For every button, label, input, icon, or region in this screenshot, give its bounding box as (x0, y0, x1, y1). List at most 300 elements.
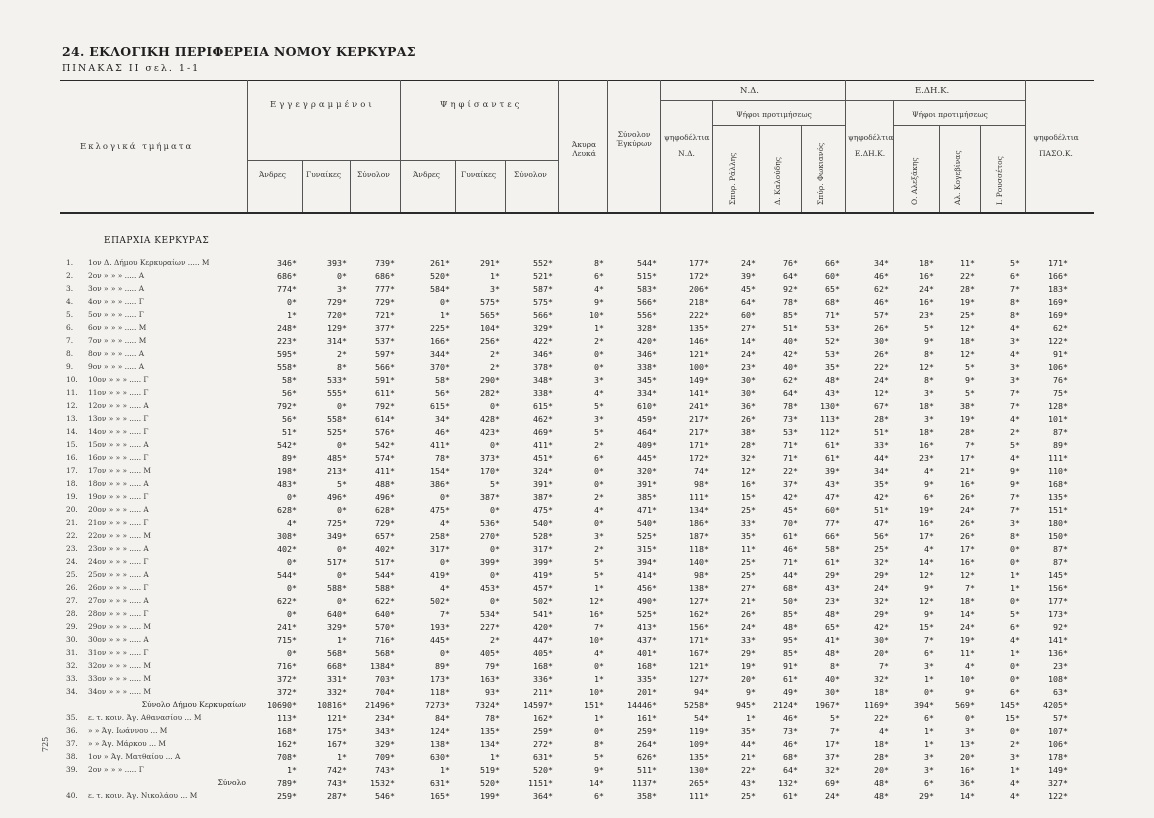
cell-value: 1532* (370, 778, 395, 788)
cell-value: 0* (337, 570, 347, 580)
cell-value: 12* (589, 596, 604, 606)
cell-value: 349* (327, 531, 347, 541)
cell-value: 622* (375, 596, 395, 606)
cell-value: 4* (924, 544, 934, 554)
cell-value: 41* (825, 635, 840, 645)
cell-value: 62* (1053, 323, 1068, 333)
cell-value: 611* (375, 388, 395, 398)
cell-value: 2* (490, 362, 500, 372)
cell-value: 168* (533, 661, 553, 671)
row-label: 23ον » » » ..... Α (88, 544, 149, 553)
cell-value: 5* (594, 557, 604, 567)
cell-value: 0* (337, 440, 347, 450)
table-row (0, 661, 1154, 674)
cell-value: 23* (919, 310, 934, 320)
cell-value: 716* (277, 661, 297, 671)
header-divider (350, 160, 351, 212)
row-label: 2ον » » » ..... Γ (88, 765, 144, 774)
cell-value: 315* (637, 544, 657, 554)
cell-value: 54* (694, 713, 709, 723)
row-label: 6ον » » » ..... Μ (88, 323, 147, 332)
cell-value: 141* (1048, 635, 1068, 645)
row-number: 38. (66, 752, 78, 761)
cell-value: 89* (435, 661, 450, 671)
row-number: 7. (66, 336, 74, 345)
cell-value: 258* (430, 531, 450, 541)
cell-value: 92* (783, 284, 798, 294)
cell-value: 4* (594, 648, 604, 658)
header-cand-edik-2: Αλ. Κογεβίνας (953, 150, 962, 205)
cell-value: 30* (741, 388, 756, 398)
cell-value: 9* (924, 479, 934, 489)
cell-value: 26* (874, 349, 889, 359)
cell-value: 471* (637, 505, 657, 515)
cell-value: 0* (594, 479, 604, 489)
cell-value: 40* (783, 336, 798, 346)
cell-value: 24* (874, 583, 889, 593)
cell-value: 22* (874, 713, 889, 723)
cell-value: 10* (589, 687, 604, 697)
cell-value: 792* (375, 401, 395, 411)
table-row (0, 791, 1154, 804)
cell-value: 18* (960, 596, 975, 606)
cell-value: 101* (1048, 414, 1068, 424)
cell-value: 27* (741, 323, 756, 333)
cell-value: 14* (741, 336, 756, 346)
cell-value: 8* (830, 661, 840, 671)
cell-value: 405* (480, 648, 500, 658)
cell-value: 742* (327, 765, 347, 775)
cell-value: 401* (637, 648, 657, 658)
cell-value: 743* (327, 778, 347, 788)
cell-value: 167* (327, 739, 347, 749)
cell-value: 24* (960, 505, 975, 515)
row-label: 24ον » » » ..... Γ (88, 557, 149, 566)
cell-value: 413* (637, 622, 657, 632)
cell-value: 85* (783, 609, 798, 619)
cell-value: 4* (287, 518, 297, 528)
cell-value: 3* (1010, 336, 1020, 346)
cell-value: 89* (282, 453, 297, 463)
row-number: 12. (66, 401, 78, 410)
cell-value: 119* (689, 726, 709, 736)
cell-value: 135* (480, 726, 500, 736)
cell-value: 1* (440, 765, 450, 775)
cell-value: 33* (741, 635, 756, 645)
cell-value: 555* (327, 388, 347, 398)
header-nd: Ν.Δ. (740, 86, 759, 96)
row-label: 15ον » » » ..... Α (88, 440, 149, 449)
cell-value: 631* (430, 778, 450, 788)
cell-value: 12* (960, 323, 975, 333)
cell-value: 490* (637, 596, 657, 606)
cell-value: 343* (375, 726, 395, 736)
cell-value: 65* (825, 622, 840, 632)
row-label: 12ον » » » ..... Α (88, 401, 149, 410)
cell-value: 7* (924, 635, 934, 645)
cell-value: 1* (924, 739, 934, 749)
cell-value: 68* (825, 297, 840, 307)
cell-value: 199* (480, 791, 500, 801)
cell-value: 3* (924, 752, 934, 762)
row-number: 11. (66, 388, 78, 397)
table-row (0, 349, 1154, 362)
cell-value: 121* (689, 349, 709, 359)
cell-value: 25* (741, 557, 756, 567)
header-divider (505, 160, 506, 212)
cell-value: 16* (960, 479, 975, 489)
cell-value: 92* (1053, 622, 1068, 632)
cell-value: 517* (375, 557, 395, 567)
cell-value: 485* (327, 453, 347, 463)
cell-value: 94* (694, 687, 709, 697)
cell-value: 591* (375, 375, 395, 385)
cell-value: 703* (375, 674, 395, 684)
cell-value: 5* (594, 427, 604, 437)
cell-value: 437* (637, 635, 657, 645)
cell-value: 331* (327, 674, 347, 684)
cell-value: 46* (874, 297, 889, 307)
header-valid: Σύνολον Έγκύρων (616, 130, 652, 148)
row-label: 31ον » » » ..... Γ (88, 648, 149, 657)
cell-value: 19* (960, 297, 975, 307)
cell-value: 568* (327, 648, 347, 658)
cell-value: 178* (1048, 752, 1068, 762)
cell-value: 76* (1053, 375, 1068, 385)
cell-value: 4* (879, 726, 889, 736)
cell-value: 3* (924, 765, 934, 775)
cell-value: 46* (783, 739, 798, 749)
cell-value: 17* (960, 453, 975, 463)
row-label: 34ον » » » ..... Μ (88, 687, 151, 696)
cell-value: 167* (689, 648, 709, 658)
cell-value: 225* (430, 323, 450, 333)
row-number: 23. (66, 544, 78, 553)
cell-value: 166* (1048, 271, 1068, 281)
cell-value: 87* (1053, 544, 1068, 554)
cell-value: 61* (783, 531, 798, 541)
cell-value: 628* (277, 505, 297, 515)
cell-value: 166* (430, 336, 450, 346)
cell-value: 151* (1048, 505, 1068, 515)
cell-value: 716* (375, 635, 395, 645)
cell-value: 0* (490, 596, 500, 606)
cell-value: 248* (277, 323, 297, 333)
cell-value: 127* (689, 596, 709, 606)
cell-value: 45* (741, 284, 756, 294)
header-edik: Ε.ΔΗ.Κ. (915, 86, 950, 96)
cell-value: 8* (1010, 297, 1020, 307)
cell-value: 60* (825, 505, 840, 515)
cell-value: 44* (874, 453, 889, 463)
header-vot-men: Άνδρες (413, 170, 440, 179)
cell-value: 22* (960, 271, 975, 281)
cell-value: 151* (584, 700, 604, 710)
cell-value: 533* (327, 375, 347, 385)
cell-value: 168* (1048, 479, 1068, 489)
cell-value: 87* (1053, 427, 1068, 437)
row-label: 17ον » » » ..... Μ (88, 466, 151, 475)
cell-value: 422* (533, 336, 553, 346)
row-label: 19ον » » » ..... Γ (88, 492, 149, 501)
table-row (0, 674, 1154, 687)
cell-value: 68* (783, 752, 798, 762)
cell-value: 29* (874, 609, 889, 619)
cell-value: 2124* (773, 700, 798, 710)
header-cand-edik-3: Ι. Ρουσσέτος (995, 156, 1004, 205)
table-row (0, 687, 1154, 700)
cell-value: 419* (430, 570, 450, 580)
cell-value: 213* (327, 466, 347, 476)
cell-value: 373* (480, 453, 500, 463)
cell-value: 1967* (815, 700, 840, 710)
cell-value: 521* (533, 271, 553, 281)
cell-value: 5* (965, 362, 975, 372)
cell-value: 48* (825, 375, 840, 385)
cell-value: 145* (1000, 700, 1020, 710)
cell-value: 329* (327, 622, 347, 632)
cell-value: 387* (533, 492, 553, 502)
cell-value: 16* (960, 557, 975, 567)
cell-value: 35* (825, 362, 840, 372)
header-vot-women: Γυναίκες (461, 170, 497, 179)
cell-value: 168* (637, 661, 657, 671)
cell-value: 4* (1010, 778, 1020, 788)
cell-value: 58* (282, 375, 297, 385)
cell-value: 28* (960, 284, 975, 294)
cell-value: 329* (533, 323, 553, 333)
cell-value: 118* (689, 544, 709, 554)
cell-value: 30* (874, 635, 889, 645)
cell-value: 20* (874, 648, 889, 658)
cell-value: 6* (594, 453, 604, 463)
row-number: 20. (66, 505, 78, 514)
header-cand-edik-1: Ο. Αλεξάκης (910, 157, 919, 205)
cell-value: 91* (783, 661, 798, 671)
table-row (0, 713, 1154, 726)
cell-value: 327* (1048, 778, 1068, 788)
cell-value: 15* (741, 492, 756, 502)
cell-value: 51* (874, 427, 889, 437)
cell-value: 4* (594, 388, 604, 398)
cell-value: 95* (783, 635, 798, 645)
row-number: 21. (66, 518, 78, 527)
row-label: 27ον » » » ..... Α (88, 596, 149, 605)
cell-value: 7* (440, 609, 450, 619)
cell-value: 399* (480, 557, 500, 567)
cell-value: 686* (375, 271, 395, 281)
row-label: ε. τ. κοιν. Άγ. Νικολάου ... Μ (88, 791, 198, 800)
cell-value: 0* (965, 713, 975, 723)
cell-value: 16* (919, 297, 934, 307)
cell-value: 173* (430, 674, 450, 684)
cell-value: 385* (637, 492, 657, 502)
cell-value: 89* (1053, 440, 1068, 450)
cell-value: 423* (480, 427, 500, 437)
table-row (0, 765, 1154, 778)
cell-value: 25* (960, 310, 975, 320)
cell-value: 43* (741, 778, 756, 788)
table-row (0, 258, 1154, 271)
cell-value: 112* (820, 427, 840, 437)
cell-value: 38* (960, 401, 975, 411)
row-label: 8ον » » » ..... Α (88, 349, 145, 358)
cell-value: 7* (965, 440, 975, 450)
cell-value: 1* (924, 674, 934, 684)
cell-value: 4* (1010, 635, 1020, 645)
row-label: 1ον » Άγ. Ματθαίου ... Α (88, 752, 181, 761)
cell-value: 4205* (1043, 700, 1068, 710)
cell-value: 24* (741, 258, 756, 268)
row-number: 30. (66, 635, 78, 644)
cell-value: 30* (741, 375, 756, 385)
cell-value: 1* (746, 713, 756, 723)
cell-value: 85* (783, 310, 798, 320)
cell-value: 615* (430, 401, 450, 411)
row-number: 26. (66, 583, 78, 592)
cell-value: 149* (689, 375, 709, 385)
cell-value: 721* (375, 310, 395, 320)
cell-value: 739* (375, 258, 395, 268)
cell-value: 12* (919, 596, 934, 606)
cell-value: 19* (960, 635, 975, 645)
cell-value: 183* (1048, 284, 1068, 294)
row-label: 20ον » » » ..... Α (88, 505, 149, 514)
table-row (0, 466, 1154, 479)
cell-value: 122* (1048, 791, 1068, 801)
cell-value: 38* (741, 427, 756, 437)
cell-value: 135* (689, 323, 709, 333)
cell-value: 42* (783, 492, 798, 502)
cell-value: 399* (533, 557, 553, 567)
row-label: 3ον » » » ..... Α (88, 284, 145, 293)
cell-value: 135* (1048, 492, 1068, 502)
cell-value: 4* (1010, 453, 1020, 463)
cell-value: 206* (689, 284, 709, 294)
cell-value: 525* (637, 531, 657, 541)
cell-value: 9* (924, 336, 934, 346)
cell-value: 43* (825, 583, 840, 593)
table-row (0, 596, 1154, 609)
cell-value: 270* (480, 531, 500, 541)
cell-value: 320* (637, 466, 657, 476)
cell-value: 0* (1010, 661, 1020, 671)
cell-value: 32* (741, 453, 756, 463)
table-row (0, 427, 1154, 440)
cell-value: 537* (375, 336, 395, 346)
cell-value: 264* (637, 739, 657, 749)
cell-value: 57* (1053, 713, 1068, 723)
cell-value: 445* (430, 635, 450, 645)
cell-value: 3* (337, 284, 347, 294)
cell-value: 66* (825, 531, 840, 541)
cell-value: 34* (435, 414, 450, 424)
cell-value: 16* (919, 440, 934, 450)
cell-value: 10* (589, 635, 604, 645)
cell-value: 45* (783, 505, 798, 515)
cell-value: 544* (277, 570, 297, 580)
cell-value: 4* (440, 583, 450, 593)
cell-value: 171* (689, 635, 709, 645)
cell-value: 145* (1048, 570, 1068, 580)
cell-value: 0* (924, 687, 934, 697)
cell-value: 4* (1010, 791, 1020, 801)
header-cand-nd-3: Σπύρ. Φωκιανός (816, 142, 825, 205)
cell-value: 23* (825, 596, 840, 606)
cell-value: 14* (960, 791, 975, 801)
cell-value: 528* (533, 531, 553, 541)
cell-value: 21* (960, 466, 975, 476)
cell-value: 453* (480, 583, 500, 593)
cell-value: 34* (874, 466, 889, 476)
cell-value: 3* (924, 388, 934, 398)
cell-value: 78* (783, 401, 798, 411)
header-divider (455, 160, 456, 212)
cell-value: 536* (480, 518, 500, 528)
cell-value: 29* (741, 648, 756, 658)
cell-value: 100* (689, 362, 709, 372)
cell-value: 3* (924, 661, 934, 671)
row-number: 8. (66, 349, 74, 358)
cell-value: 3* (965, 726, 975, 736)
cell-value: 118* (430, 687, 450, 697)
cell-value: 464* (637, 427, 657, 437)
page-number: 725 (41, 736, 50, 752)
cell-value: 4* (440, 518, 450, 528)
cell-value: 162* (689, 609, 709, 619)
cell-value: 394* (637, 557, 657, 567)
cell-value: 14* (919, 557, 934, 567)
cell-value: 241* (277, 622, 297, 632)
cell-value: 565* (480, 310, 500, 320)
cell-value: 792* (277, 401, 297, 411)
table-row (0, 583, 1154, 596)
cell-value: 338* (533, 388, 553, 398)
cell-value: 177* (689, 258, 709, 268)
cell-value: 520* (533, 765, 553, 775)
cell-value: 4* (1010, 349, 1020, 359)
cell-value: 57* (874, 310, 889, 320)
cell-value: 5* (965, 388, 975, 398)
cell-value: 622* (277, 596, 297, 606)
cell-value: 138* (689, 583, 709, 593)
cell-value: 3* (1010, 518, 1020, 528)
cell-value: 132* (778, 778, 798, 788)
header-edik-ballots: ψηφοδέλτια Ε.ΔΗ.Κ. (848, 133, 894, 158)
cell-value: 346* (533, 349, 553, 359)
table-row (0, 609, 1154, 622)
table-row (0, 544, 1154, 557)
cell-value: 64* (741, 297, 756, 307)
cell-value: 187* (689, 531, 709, 541)
row-label: 25ον » » » ..... Α (88, 570, 149, 579)
cell-value: 290* (480, 375, 500, 385)
cell-value: 6* (924, 492, 934, 502)
cell-value: 8* (924, 375, 934, 385)
cell-value: 345* (637, 375, 657, 385)
cell-value: 0* (440, 557, 450, 567)
cell-value: 3* (594, 414, 604, 424)
cell-value: 16* (589, 609, 604, 619)
cell-value: 36* (741, 401, 756, 411)
cell-value: 259* (277, 791, 297, 801)
cell-value: 540* (533, 518, 553, 528)
cell-value: 66* (825, 258, 840, 268)
cell-value: 217* (689, 414, 709, 424)
cell-value: 85* (783, 648, 798, 658)
cell-value: 17* (825, 739, 840, 749)
row-number: 5. (66, 310, 74, 319)
